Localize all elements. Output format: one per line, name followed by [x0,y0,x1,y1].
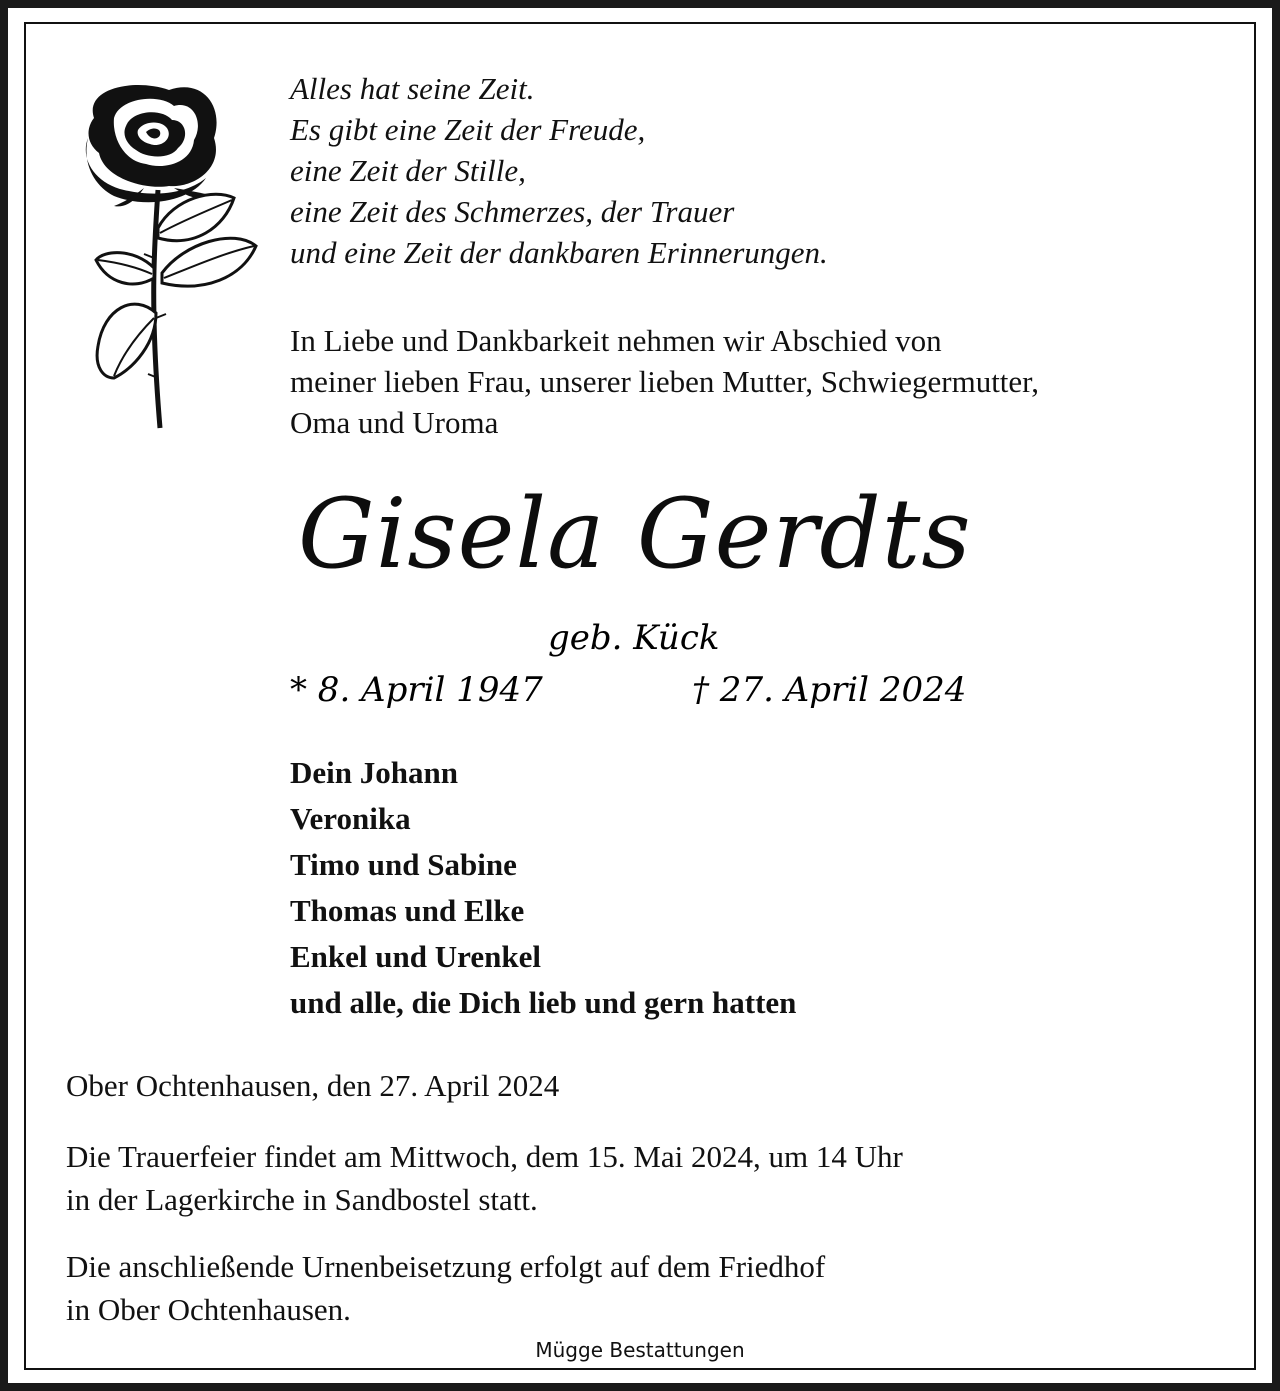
maiden-name: geb. Kück [548,618,720,658]
poem [290,68,828,273]
poem-line: und eine Zeit der dankbaren Erinnerungen. [290,235,828,270]
intro-line: In Liebe und Dankbarkeit nehmen wir Abschied von [290,323,942,358]
birth-date: * 8. April 1947 [290,670,543,710]
ceremony-line: in der Lagerkirche in Sandbostel statt. [66,1182,538,1217]
place-and-date: Ober Ochtenhausen, den 27. April 2024 [66,1068,560,1103]
death-date: † 27. April 2024 [692,670,967,710]
mourner-line: Timo und Sabine [290,847,517,882]
deceased-name: Gisela Gerdts [298,478,972,590]
poem-line: Es gibt eine Zeit der Freude, [290,112,646,147]
mourner-line: Enkel und Urenkel [290,939,541,974]
mourner-line: Veronika [290,801,411,836]
ceremony-info [66,1135,903,1221]
obituary-notice [8,8,1272,1383]
burial-info [66,1245,825,1331]
intro-line: Oma und Uroma [290,405,499,440]
mourners-list [290,750,796,1026]
funeral-home: Mügge Bestattungen [535,1338,745,1362]
poem-line: eine Zeit des Schmerzes, der Trauer [290,194,735,229]
farewell-intro [290,320,1039,443]
poem-line: Alles hat seine Zeit. [290,71,535,106]
mourner-line: Dein Johann [290,755,458,790]
ceremony-line: Die Trauerfeier findet am Mittwoch, dem 15. Mai 2024, um 14 Uhr [66,1139,903,1174]
intro-line: meiner lieben Frau, unserer lieben Mutter, Schwiegermutter, [290,364,1040,399]
rose-icon [74,78,264,438]
burial-line: Die anschließende Urnenbeisetzung erfolgt auf dem Friedhof [66,1249,826,1284]
mourner-line: Thomas und Elke [290,893,525,928]
burial-line: in Ober Ochtenhausen. [66,1292,351,1327]
poem-line: eine Zeit der Stille, [290,153,526,188]
mourner-line: und alle, die Dich lieb und gern hatten [290,985,797,1020]
